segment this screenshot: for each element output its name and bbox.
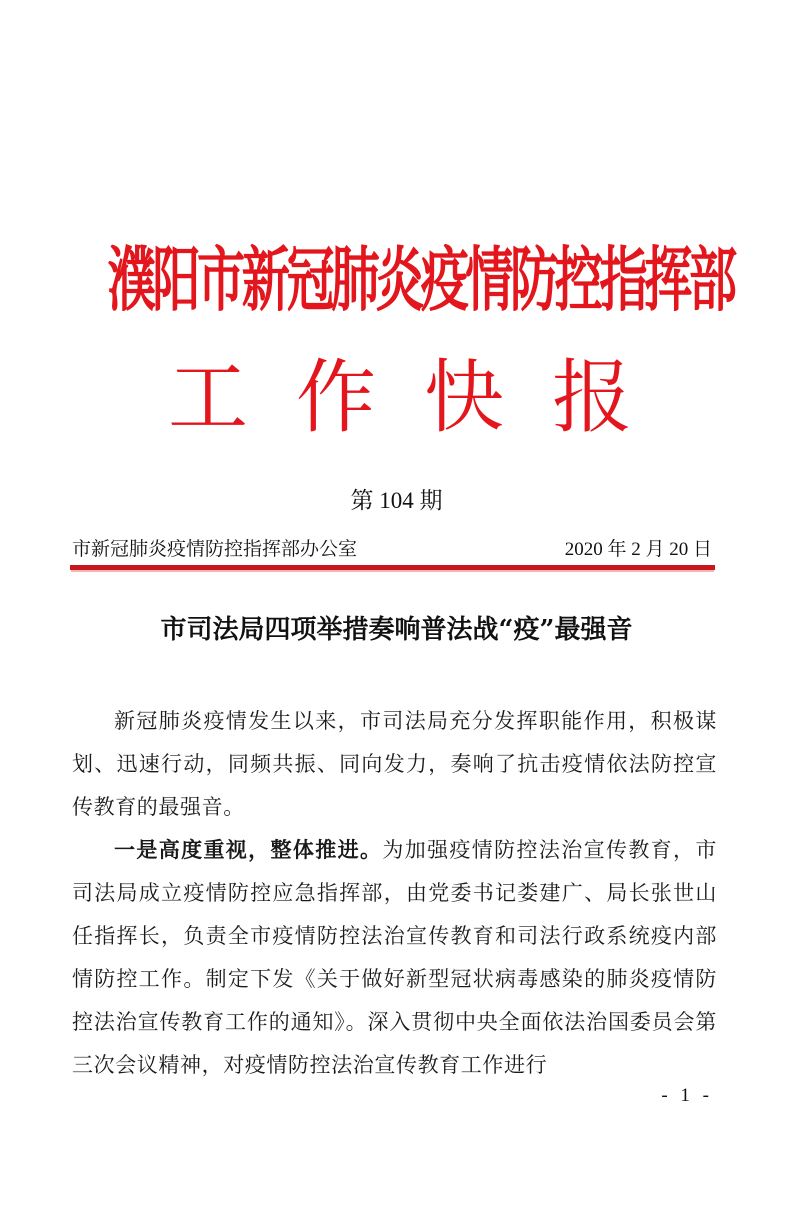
article-body [72, 700, 717, 1087]
masthead-subtitle: 工作快报 [168, 351, 680, 444]
paragraph-intro [72, 700, 717, 829]
paragraph-text: 新冠肺炎疫情发生以来，市司法局充分发挥职能作用，积极谋划、迅速行动，同频共振、同向发力，奏响了抗击疫情依法防控宣传教育的最强音。 [72, 709, 717, 819]
issuer-date-row [72, 537, 712, 563]
masthead-title: 濮阳市新冠肺炎疫情防控指挥部 [107, 238, 734, 322]
article-title: 市司法局四项举措奏响普法战“疫”最强音 [160, 615, 633, 645]
paragraph-measure-1 [72, 829, 717, 1087]
page-number: - 1 - [661, 1085, 713, 1106]
red-divider [70, 565, 715, 570]
issue-date: 2020 年 2 月 20 日 [564, 539, 712, 560]
paragraph-text: 为加强疫情防控法治宣传教育，市司法局成立疫情防控应急指挥部，由党委书记娄建广、局长张世山任指挥长，负责全市疫情防控法治宣传教育和司法行政系统疫内部情防控工作。制定下发《关于做好新型冠状病毒感染的肺炎疫情防控法治宣传教育工作的通知》。深入贯彻中央全面依法治国委员会第三次会议精神，对疫情防控法治宣传教育工作进行 [72, 838, 718, 1077]
paragraph-lead: 一是高度重视，整体推进。 [114, 838, 383, 862]
issuer: 市新冠肺炎疫情防控指挥部办公室 [72, 539, 358, 560]
issue-number: 第 104 期 [350, 488, 443, 513]
